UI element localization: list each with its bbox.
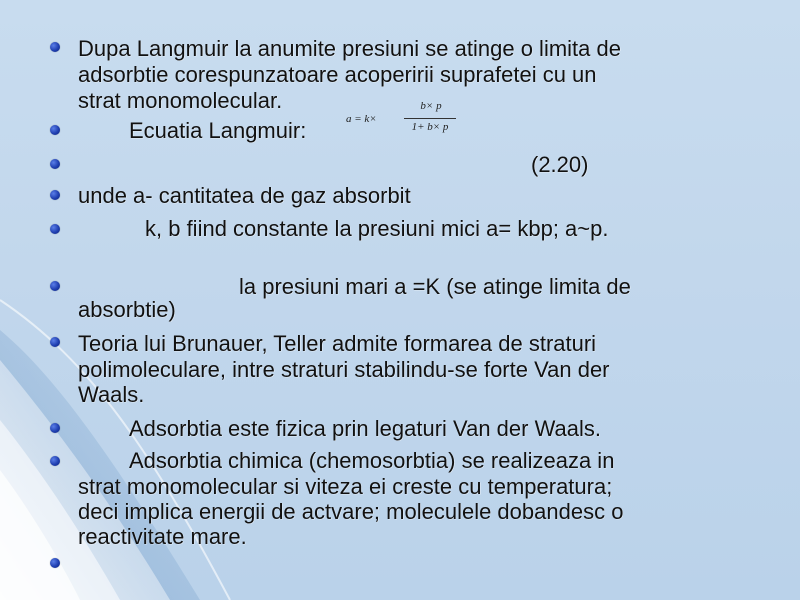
bullet-7-line-1: Teoria lui Brunauer, Teller admite formarea de straturi (78, 331, 597, 356)
bullet-icon (50, 281, 60, 291)
bullet-9-line-1: Adsorbtia chimica (chemosorbtia) se realizeaza in (129, 448, 615, 473)
formula-denominator: 1+ b× p (411, 121, 449, 133)
bullet-2-line-1: Ecuatia Langmuir: (129, 118, 307, 143)
bullet-icon (50, 558, 60, 568)
equation-number: (2.20) (531, 152, 589, 177)
bullet-8-line-1: Adsorbtia este fizica prin legaturi Van der Waals. (129, 416, 602, 441)
fraction-bar (404, 118, 456, 119)
bullet-7-line-3: Waals. (78, 382, 145, 407)
bullet-6-line-2: absorbtie) (78, 297, 176, 322)
bullet-6-line-1: la presiuni mari a =K (se atinge limita de (239, 274, 631, 299)
bullet-icon (50, 159, 60, 169)
bullet-1-line-3: strat monomolecular. (78, 88, 283, 113)
bullet-icon (50, 224, 60, 234)
bullet-icon (50, 42, 60, 52)
bullet-icon (50, 423, 60, 433)
bullet-icon (50, 125, 60, 135)
bullet-icon (50, 337, 60, 347)
langmuir-equation (346, 100, 456, 142)
bullet-5-line-1: k, b fiind constante la presiuni mici a= kbp; a~p. (145, 216, 609, 241)
bullet-1-line-2: adsorbtie corespunzatoare acoperirii suprafetei cu un (78, 62, 597, 87)
formula-numerator: b× p (420, 100, 442, 112)
bullet-9-line-3: deci implica energii de actvare; moleculele dobandesc o (78, 499, 624, 524)
bullet-icon (50, 190, 60, 200)
bullet-9-line-2: strat monomolecular si viteza ei creste cu temperatura; (78, 474, 613, 499)
bullet-icon (50, 456, 60, 466)
bullet-9-line-4: reactivitate mare. (78, 524, 247, 549)
formula-lhs: a = k× (346, 113, 377, 125)
bullet-1-line-1: Dupa Langmuir la anumite presiuni se atinge o limita de (78, 36, 621, 61)
bullet-7-line-2: polimoleculare, intre straturi stabilindu-se forte Van der (78, 357, 610, 382)
bullet-4-line-1: unde a- cantitatea de gaz absorbit (78, 183, 411, 208)
